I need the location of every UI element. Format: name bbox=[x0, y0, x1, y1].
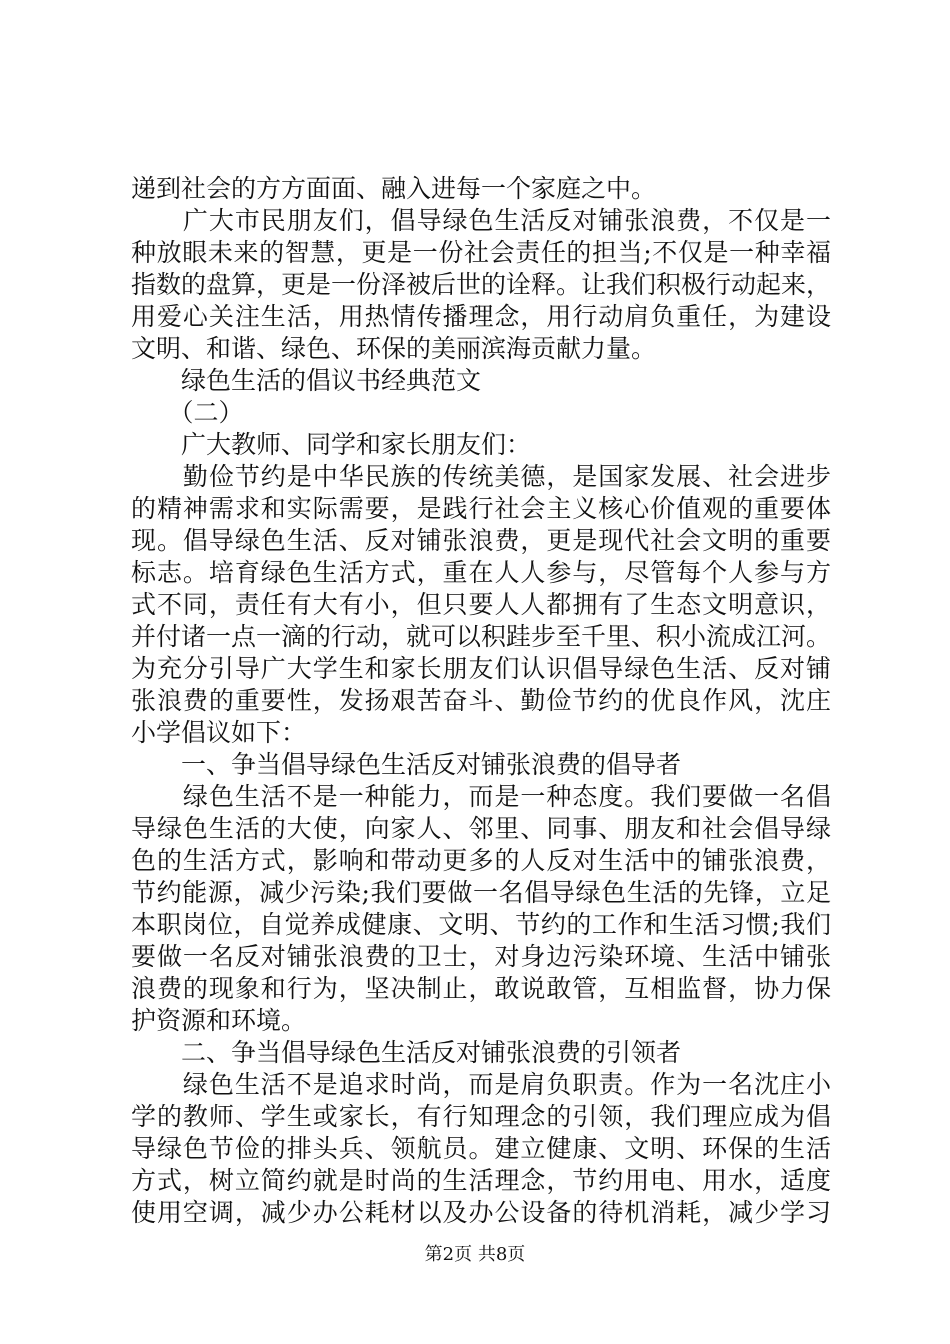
text-line: 要做一名反对铺张浪费的卫士，对身边污染环境、生活中铺张 bbox=[131, 942, 831, 971]
text-line: 护资源和环境。 bbox=[131, 1006, 307, 1035]
heading-two: 二、争当倡导绿色生活反对铺张浪费的引领者 bbox=[131, 1038, 682, 1067]
text-line: 广大市民朋友们，倡导绿色生活反对铺张浪费，不仅是一 bbox=[131, 206, 831, 235]
text-line: 张浪费的重要性，发扬艰苦奋斗、勤俭节约的优良作风，沈庄 bbox=[131, 686, 831, 715]
text-line: 使用空调，减少办公耗材以及办公设备的待机消耗，减少学习 bbox=[131, 1198, 831, 1227]
text-line: 用爱心关注生活，用热情传播理念，用行动肩负重任，为建设 bbox=[131, 302, 831, 331]
text-line: 并付诸一点一滴的行动，就可以积跬步至千里、积小流成江河。 bbox=[131, 622, 832, 651]
text-line: 勤俭节约是中华民族的传统美德，是国家发展、社会进步 bbox=[131, 462, 831, 491]
text-line: 浪费的现象和行为，坚决制止，敢说敢管，互相监督，协力保 bbox=[131, 974, 831, 1003]
text-line: 文明、和谐、绿色、环保的美丽滨海贡献力量。 bbox=[131, 334, 657, 363]
text-line: 节约能源，减少污染;我们要做一名倡导绿色生活的先锋，立足 bbox=[131, 878, 831, 907]
salutation: 广大教师、同学和家长朋友们： bbox=[131, 430, 532, 459]
page-footer: 第2页 共8页 bbox=[424, 1244, 526, 1265]
text-line: 导绿色节俭的排头兵、领航员。建立健康、文明、环保的生活 bbox=[131, 1134, 831, 1163]
heading-one: 一、争当倡导绿色生活反对铺张浪费的倡导者 bbox=[131, 750, 682, 779]
section-title: 绿色生活的倡议书经典范文 bbox=[131, 366, 482, 395]
text-line: 导绿色生活的大使，向家人、邻里、同事、朋友和社会倡导绿 bbox=[131, 814, 831, 843]
text-line: 学的教师、学生或家长，有行知理念的引领，我们理应成为倡 bbox=[131, 1102, 831, 1131]
section-number: （二） bbox=[131, 398, 244, 427]
text-line: 为充分引导广大学生和家长朋友们认识倡导绿色生活、反对铺 bbox=[131, 654, 831, 683]
text-line: 绿色生活不是一种能力，而是一种态度。我们要做一名倡 bbox=[131, 782, 831, 811]
text-line: 式不同，责任有大有小，但只要人人都拥有了生态文明意识， bbox=[131, 590, 831, 619]
text-line: 指数的盘算，更是一份泽被后世的诠释。让我们积极行动起来， bbox=[131, 270, 832, 299]
text-line: 方式，树立简约就是时尚的生活理念，节约用电、用水，适度 bbox=[131, 1166, 831, 1195]
text-line: 小学倡议如下： bbox=[131, 718, 307, 747]
text-line: 现。倡导绿色生活、反对铺张浪费，更是现代社会文明的重要 bbox=[131, 526, 831, 555]
text-line: 标志。培育绿色生活方式，重在人人参与，尽管每个人参与方 bbox=[131, 558, 831, 587]
text-line: 的精神需求和实际需要，是践行社会主义核心价值观的重要体 bbox=[131, 494, 831, 523]
text-line: 递到社会的方方面面、融入进每一个家庭之中。 bbox=[131, 174, 657, 203]
text-line: 本职岗位，自觉养成健康、文明、节约的工作和生活习惯;我们 bbox=[131, 910, 831, 939]
text-line: 种放眼未来的智慧，更是一份社会责任的担当;不仅是一种幸福 bbox=[131, 238, 831, 267]
text-line: 绿色生活不是追求时尚，而是肩负职责。作为一名沈庄小 bbox=[131, 1070, 831, 1099]
text-line: 色的生活方式，影响和带动更多的人反对生活中的铺张浪费， bbox=[131, 846, 831, 875]
